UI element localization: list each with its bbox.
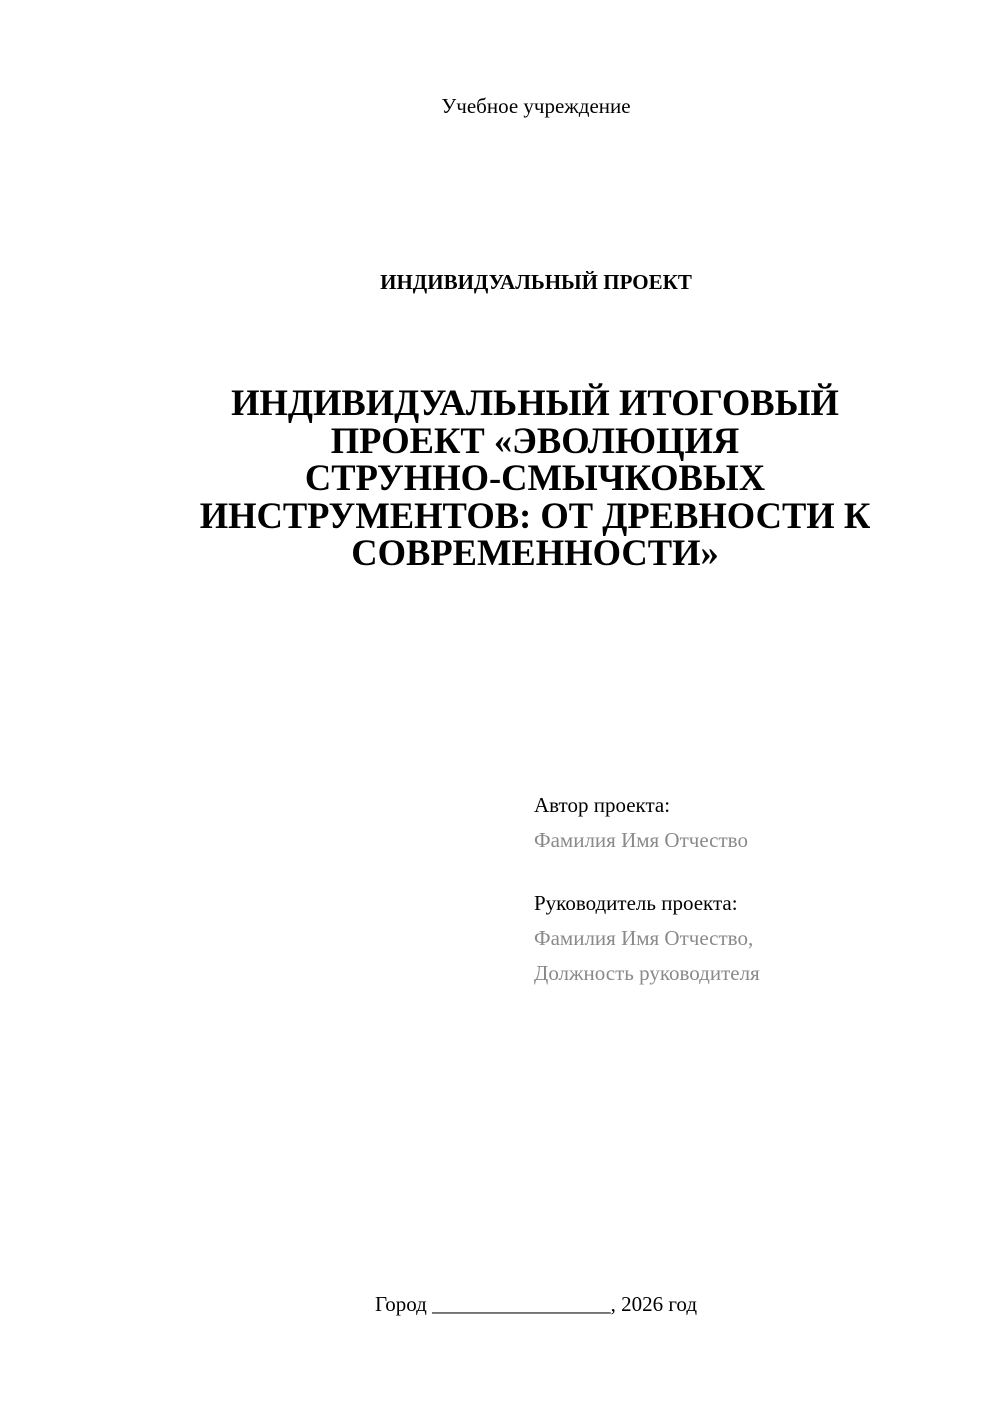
- supervisor-block: [534, 886, 954, 991]
- year-text: , 2026 год: [610, 1292, 698, 1316]
- institution-name: Учебное учреждение: [441, 94, 631, 118]
- project-title-line: ПРОЕКТ «ЭВОЛЮЦИЯ: [330, 419, 740, 461]
- author-block: [534, 788, 954, 858]
- supervisor-label: Руководитель проекта:: [534, 891, 738, 915]
- project-title-line: СТРУННО-СМЫЧКОВЫХ: [304, 457, 766, 498]
- project-type-heading: ИНДИВИДУАЛЬНЫЙ ПРОЕКТ: [380, 270, 692, 294]
- supervisor-name: Фамилия Имя Отчество,: [534, 926, 754, 950]
- credits-block: [534, 788, 954, 991]
- project-title: [150, 384, 920, 572]
- author-label: Автор проекта:: [534, 793, 671, 817]
- project-title-line: ИНДИВИДУАЛЬНЫЙ ИТОГОВЫЙ: [231, 382, 839, 423]
- supervisor-position: Должность руководителя: [534, 961, 760, 985]
- project-title-line: ИНСТРУМЕНТОВ: ОТ ДРЕВНОСТИ К: [199, 494, 871, 536]
- city-label: Город: [374, 1292, 427, 1316]
- project-title-line: СОВРЕМЕННОСТИ»: [351, 532, 719, 573]
- city-blank: _________________: [432, 1292, 611, 1316]
- author-name: Фамилия Имя Отчество: [534, 828, 748, 852]
- city-year-line: [0, 1290, 1000, 1318]
